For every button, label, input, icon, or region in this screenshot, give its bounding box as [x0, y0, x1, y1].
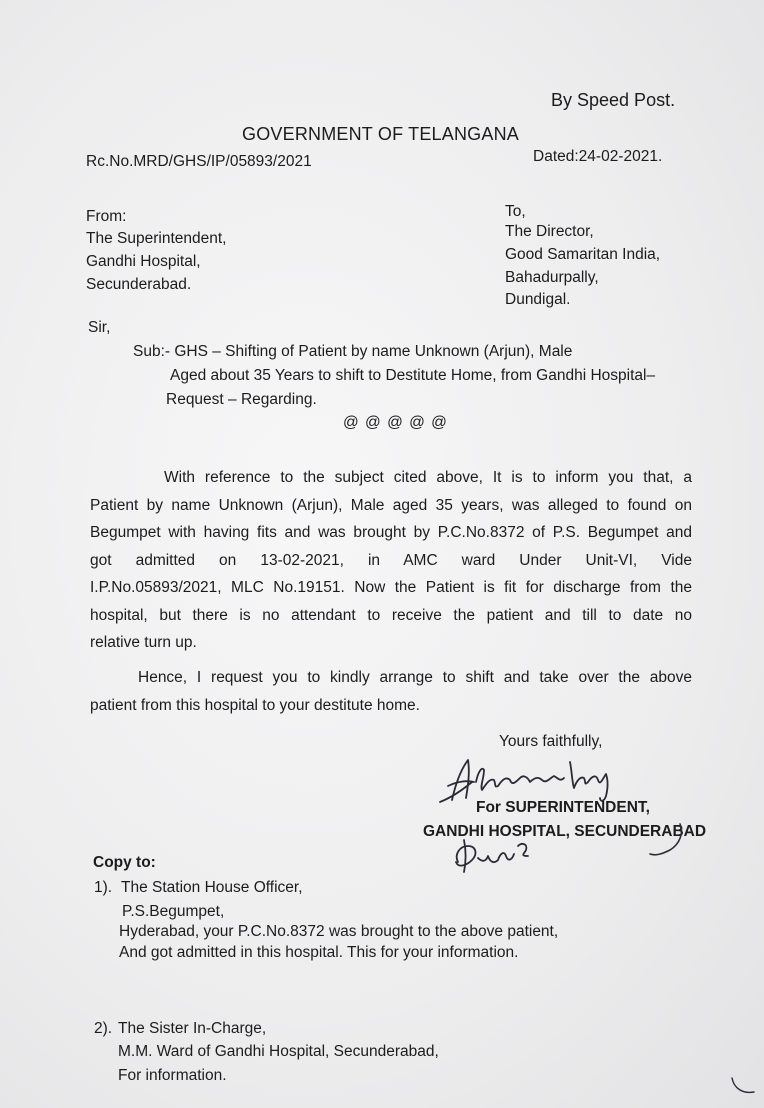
body-line: Hence, I request you to kindly arrange to shift and take over the above	[138, 669, 692, 686]
signatory-line-2: GANDHI HOSPITAL, SECUNDERABAD	[423, 823, 707, 840]
to-line: Bahadurpally,	[505, 269, 599, 286]
handwritten-initials	[448, 832, 538, 877]
body-paragraph-2	[90, 664, 692, 719]
valediction: Yours faithfully,	[499, 733, 603, 750]
dispatch-mode: By Speed Post.	[551, 90, 676, 110]
body-line: got admitted on 13-02-2021, in AMC ward Under Unit-VI, Vide	[90, 551, 692, 569]
copy-item-line: For information.	[118, 1067, 227, 1084]
copy-item-line: P.S.Begumpet,	[122, 903, 225, 920]
body-line: Patient by name Unknown (Arjun), Male aged 35 years, was alleged to found on	[90, 496, 692, 514]
body-line: I.P.No.05893/2021, MLC No.19151. Now the Patient is fit for discharge from the	[90, 579, 692, 596]
separator: @ @ @ @ @	[343, 414, 448, 431]
copy-item-line: The Station House Officer,	[121, 879, 303, 896]
from-label: From:	[86, 208, 127, 225]
pen-mark	[724, 1070, 764, 1100]
body-line: Begumpet with having fits and was brought by P.C.No.8372 of P.S. Begumpet and	[90, 524, 692, 541]
copy-item-line: And got admitted in this hospital. This for your information.	[119, 944, 519, 961]
body-paragraph-1	[90, 464, 692, 657]
to-line: Good Samaritan India,	[505, 246, 661, 263]
copy-item-line: Hyderabad, your P.C.No.8372 was brought to the above patient,	[119, 923, 559, 940]
body-line: patient from this hospital to your destitute home.	[90, 696, 420, 714]
reference-number: Rc.No.MRD/GHS/IP/05893/2021	[86, 153, 312, 170]
body-line: relative turn up.	[90, 634, 197, 651]
signatory-line-1: For SUPERINTENDENT,	[476, 799, 650, 816]
from-line: The Superintendent,	[86, 230, 227, 247]
letter-date: Dated:24-02-2021.	[533, 148, 663, 165]
copy-item-line: The Sister In-Charge,	[118, 1020, 267, 1037]
salutation: Sir,	[88, 319, 111, 336]
copy-item-number: 2).	[94, 1020, 113, 1037]
to-line: Dundigal.	[505, 291, 571, 308]
subject-line: Aged about 35 Years to shift to Destitute Home, from Gandhi Hospital–	[170, 367, 656, 384]
copy-item-number: 1).	[94, 879, 113, 896]
copy-item-line: M.M. Ward of Gandhi Hospital, Secunderabad,	[118, 1043, 439, 1060]
from-line: Secunderabad.	[86, 276, 192, 293]
subject-line: Sub:- GHS – Shifting of Patient by name Unknown (Arjun), Male	[133, 343, 573, 360]
body-line: With reference to the subject cited above, It is to inform you that, a	[164, 469, 692, 486]
subject-line: Request – Regarding.	[166, 391, 317, 408]
to-line: The Director,	[505, 223, 594, 240]
government-title: GOVERNMENT OF TELANGANA	[242, 124, 519, 144]
handwritten-mark	[640, 818, 690, 863]
body-line: hospital, but there is no attendant to receive the patient and till to date no	[90, 606, 692, 624]
to-label: To,	[505, 203, 526, 220]
copy-to-label: Copy to:	[93, 854, 156, 871]
from-line: Gandhi Hospital,	[86, 253, 201, 270]
